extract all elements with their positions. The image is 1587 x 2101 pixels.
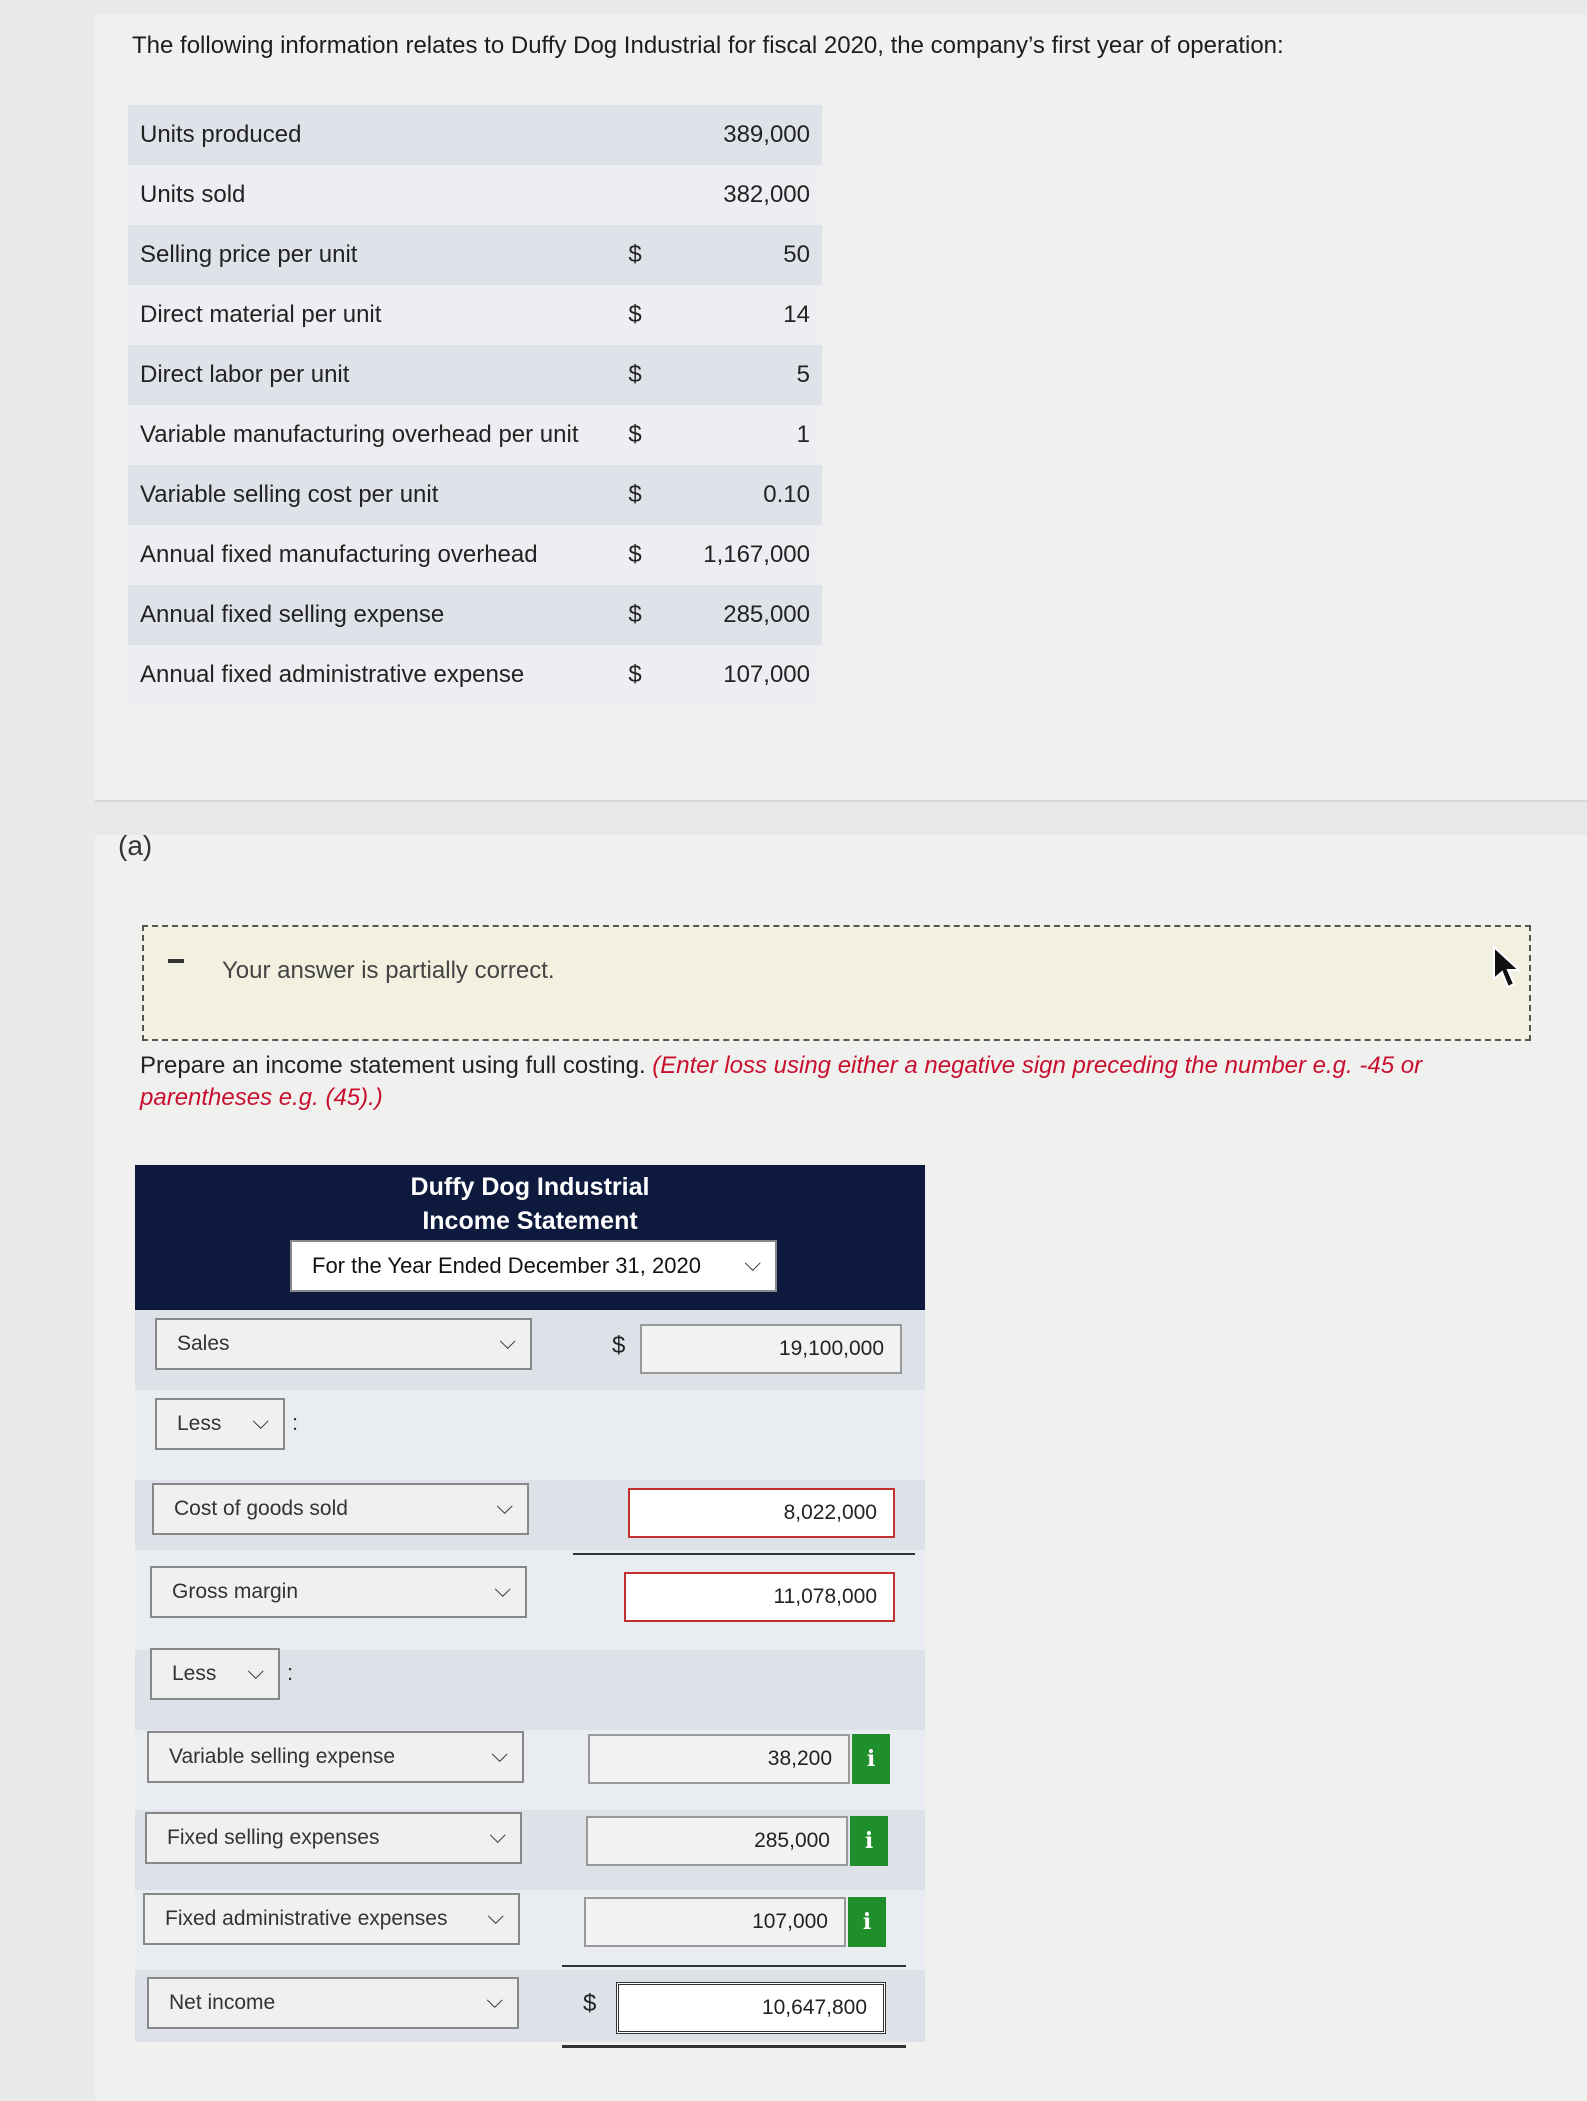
row-currency: $ — [610, 465, 660, 525]
less-label: Less — [177, 1412, 222, 1435]
table-row — [128, 345, 822, 405]
row-label: Selling price per unit — [128, 225, 610, 285]
feedback-message: Your answer is partially correct. — [222, 957, 555, 984]
less-dropdown[interactable] — [155, 1398, 285, 1450]
row-label: Variable selling cost per unit — [128, 465, 610, 525]
currency-symbol: $ — [583, 1990, 597, 2017]
gross-margin-dropdown[interactable] — [150, 1566, 527, 1618]
row-value: 1 — [660, 405, 822, 465]
currency-symbol: $ — [612, 1332, 626, 1359]
row-value: 107,000 — [660, 645, 822, 705]
mouse-cursor-icon — [1490, 945, 1530, 995]
info-icon[interactable]: i — [848, 1897, 886, 1947]
row-currency: $ — [610, 525, 660, 585]
chevron-down-icon: ⌵ — [489, 1822, 506, 1848]
cogs-dropdown[interactable] — [152, 1483, 529, 1535]
statement-title: Income Statement — [422, 1207, 638, 1235]
variable-selling-label: Variable selling expense — [169, 1745, 396, 1768]
table-row — [128, 465, 822, 525]
gross-margin-label: Gross margin — [172, 1580, 299, 1603]
row-currency: $ — [610, 585, 660, 645]
cogs-amount-input[interactable]: 8,022,000 — [628, 1488, 895, 1538]
row-currency — [610, 105, 660, 165]
chevron-down-icon: ⌵ — [499, 1328, 516, 1354]
chevron-down-icon: ⌵ — [494, 1576, 511, 1602]
double-underline — [562, 2045, 906, 2048]
partial-correct-icon — [168, 959, 184, 963]
data-table — [128, 105, 822, 705]
question-prompt — [140, 1050, 1530, 1114]
chevron-down-icon: ⌵ — [744, 1250, 761, 1276]
row-label: Annual fixed selling expense — [128, 585, 610, 645]
net-income-amount-input[interactable]: 10,647,800 — [616, 1982, 886, 2034]
row-value: 0.10 — [660, 465, 822, 525]
sales-amount-input[interactable]: 19,100,000 — [640, 1324, 902, 1374]
fixed-admin-dropdown[interactable] — [143, 1893, 520, 1945]
info-icon[interactable]: i — [852, 1734, 890, 1784]
row-value: 389,000 — [660, 105, 822, 165]
colon: : — [292, 1410, 299, 1435]
table-row — [128, 105, 822, 165]
prompt-text: Prepare an income statement using full costing. — [140, 1052, 646, 1079]
fixed-selling-dropdown[interactable] — [145, 1812, 522, 1864]
table-row — [128, 165, 822, 225]
chevron-down-icon: ⌵ — [252, 1408, 269, 1434]
period-dropdown[interactable] — [290, 1240, 777, 1292]
table-row — [128, 525, 822, 585]
row-value: 1,167,000 — [660, 525, 822, 585]
chevron-down-icon: ⌵ — [496, 1493, 513, 1519]
period-text: For the Year Ended December 31, 2020 — [312, 1253, 701, 1278]
chevron-down-icon: ⌵ — [486, 1987, 503, 2013]
prompt-hint: (Enter loss using either a negative sign preceding the number e.g. -45 or parentheses e.g. (45).) — [140, 1052, 1423, 1111]
less-label-2: Less — [172, 1662, 217, 1685]
table-row — [128, 405, 822, 465]
row-value: 285,000 — [660, 585, 822, 645]
chevron-down-icon: ⌵ — [487, 1903, 504, 1929]
net-income-label: Net income — [169, 1991, 276, 2014]
subtotal-rule — [573, 1553, 915, 1555]
row-value: 382,000 — [660, 165, 822, 225]
intro-text: The following information relates to Duffy Dog Industrial for fiscal 2020, the company’s first year of operation: — [132, 32, 1284, 59]
row-currency: $ — [610, 405, 660, 465]
row-label: Direct labor per unit — [128, 345, 610, 405]
sales-dropdown[interactable] — [155, 1318, 532, 1370]
row-label: Direct material per unit — [128, 285, 610, 345]
variable-selling-amount-input[interactable]: 38,200 — [588, 1734, 850, 1784]
table-row — [128, 285, 822, 345]
row-currency: $ — [610, 285, 660, 345]
row-value: 14 — [660, 285, 822, 345]
table-row — [128, 645, 822, 705]
row-value: 50 — [660, 225, 822, 285]
fixed-selling-amount-input[interactable]: 285,000 — [586, 1816, 848, 1866]
net-income-dropdown[interactable] — [147, 1977, 519, 2029]
variable-selling-dropdown[interactable] — [147, 1731, 524, 1783]
row-value: 5 — [660, 345, 822, 405]
cogs-label: Cost of goods sold — [174, 1497, 348, 1520]
fixed-admin-label: Fixed administrative expenses — [165, 1907, 448, 1930]
fixed-admin-amount-input[interactable]: 107,000 — [584, 1897, 846, 1947]
feedback-banner — [142, 925, 1531, 1041]
row-label: Units produced — [128, 105, 610, 165]
row-label: Annual fixed administrative expense — [128, 645, 610, 705]
row-label: Annual fixed manufacturing overhead — [128, 525, 610, 585]
row-label: Variable manufacturing overhead per unit — [128, 405, 610, 465]
row-currency: $ — [610, 645, 660, 705]
row-currency: $ — [610, 345, 660, 405]
gross-margin-amount-input[interactable]: 11,078,000 — [624, 1572, 895, 1622]
row-currency — [610, 165, 660, 225]
row-label: Units sold — [128, 165, 610, 225]
sales-label: Sales — [177, 1332, 230, 1355]
table-row — [128, 585, 822, 645]
colon: : — [287, 1660, 294, 1685]
chevron-down-icon: ⌵ — [491, 1741, 508, 1767]
company-name: Duffy Dog Industrial — [410, 1173, 650, 1201]
less-dropdown-2[interactable] — [150, 1648, 280, 1700]
chevron-down-icon: ⌵ — [247, 1658, 264, 1684]
info-icon[interactable]: i — [850, 1816, 888, 1866]
fixed-selling-label: Fixed selling expenses — [167, 1826, 380, 1849]
row-currency: $ — [610, 225, 660, 285]
table-row — [128, 225, 822, 285]
part-label: (a) — [118, 830, 153, 861]
subtotal-rule — [562, 1965, 906, 1967]
